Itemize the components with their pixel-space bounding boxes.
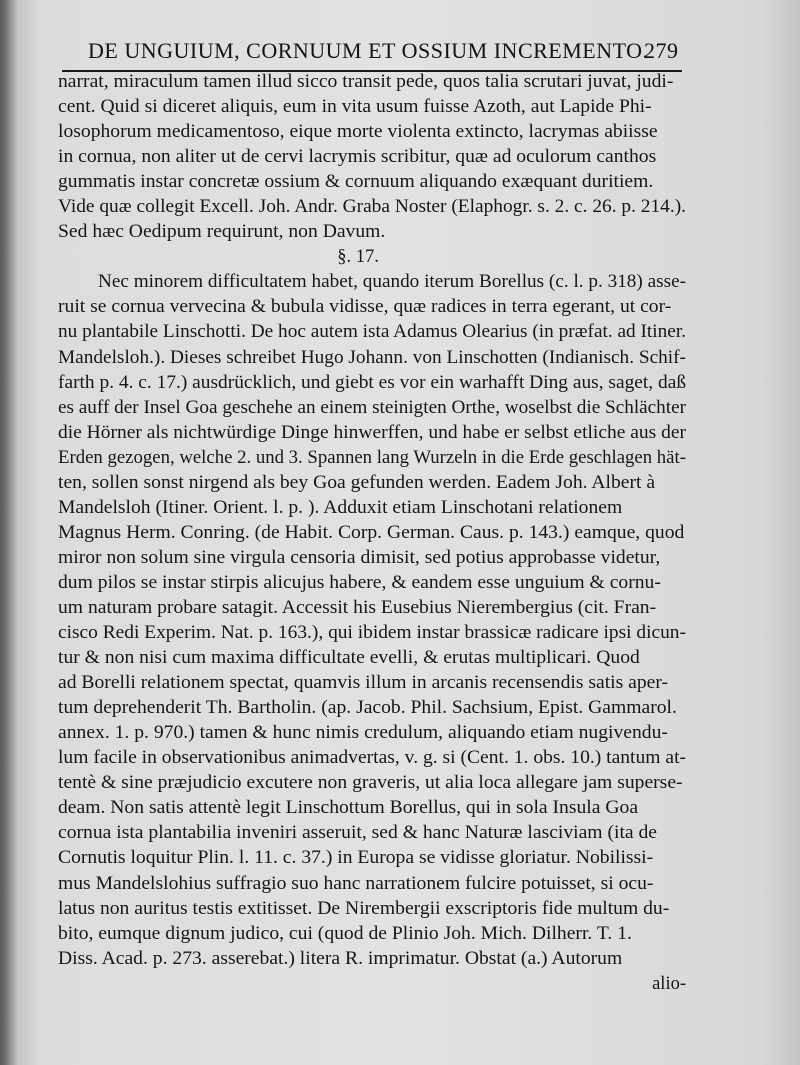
text-line: ten, sollen sonst nirgend als bey Goa gefunden werden. Eadem Joh. Albert à	[58, 472, 656, 493]
running-title: DE UNGUIUM, CORNUUM ET OSSIUM INCREMENTO.	[88, 38, 649, 63]
text-line: nu plantabile Linschotti. De hoc autem ista Adamus Olearius (in præfat. ad Itiner.	[58, 322, 687, 343]
text-line: in cornua, non aliter ut de cervi lacrymis scribitur, quæ ad oculorum canthos	[58, 147, 657, 168]
text-line: Magnus Herm. Conring. (de Habit. Corp. German. Caus. p. 143.) eamque, quod	[58, 522, 685, 543]
text-line: Nec minorem difficultatem habet, quando iterum Borellus (c. l. p. 318) asse-	[98, 272, 687, 293]
text-line: latus non auritus testis extitisset. De Nirembergii exscriptoris fide multum du-	[58, 898, 670, 919]
text-line: miror non solum sine virgula censoria dimisit, sed potius approbasse videtur,	[58, 547, 661, 568]
text-line: cornua ista plantabilia inveniri asseruit, sed & hanc Naturæ lasciviam (ita de	[58, 823, 658, 844]
spine-shadow	[0, 0, 18, 1065]
page-header	[88, 38, 688, 68]
text-line: dum pilos se instar stirpis alicujus habere, & eandem esse unguium & cornu-	[58, 572, 661, 593]
text-line: ruit se cornua vervecina & bubula vidisse, quæ radices in terra egerant, ut cor-	[58, 297, 672, 318]
text-line: die Hörner als nichtwürdige Dinge hinwerffen, und habe er selbst etliche aus der	[58, 422, 686, 443]
page-number: 279	[644, 38, 679, 63]
section-heading: §. 17.	[337, 247, 379, 268]
body-text	[58, 70, 688, 997]
text-line: um naturam probare satagit. Accessit his Eusebius Nierembergius (cit. Fran-	[58, 597, 657, 618]
text-line: Diss. Acad. p. 273. asserebat.) litera R. imprimatur. Obstat (a.) Autorum	[58, 948, 623, 969]
text-line: Mandelsloh.). Dieses schreibet Hugo Johann. von Linschotten (Indianisch. Schif-	[58, 347, 686, 368]
text-line: Erden gezogen, welche 2. und 3. Spannen lang Wurzeln in die Erde geschlagen hät-	[58, 447, 686, 468]
text-line: tentè & sine præjudicio excutere non graveris, ut alia loca allegare jam superse-	[58, 773, 683, 794]
text-line: annex. 1. p. 970.) tamen & hunc nimis credulum, aliquando etiam nugivendu-	[58, 723, 668, 744]
text-line: Vide quæ collegit Excell. Joh. Andr. Graba Noster (Elaphogr. s. 2. c. 26. p. 214.).	[58, 197, 686, 218]
text-line: Sed hæc Oedipum requirunt, non Davum.	[58, 222, 386, 243]
text-line: lum facile in observationibus animadvertas, v. g. si (Cent. 1. obs. 10.) tantum at-	[58, 748, 687, 769]
text-line: farth p. 4. c. 17.) ausdrücklich, und giebt es vor ein warhafft Ding aus, saget, daß	[58, 372, 687, 393]
text-line: narrat, miraculum tamen illud sicco transit pede, quos talia scrutari juvat, judi-	[58, 72, 674, 92]
text-line: bito, eumque dignum judico, cui (quod de Plinio Joh. Mich. Dilherr. T. 1.	[58, 923, 632, 944]
text-line: gummatis instar concretæ ossium & cornuum aliquando exæquant duritiem.	[58, 172, 654, 193]
text-line: tur & non nisi cum maxima difficultate evelli, & erutas multiplicari. Quod	[58, 648, 640, 669]
text-line: Mandelsloh (Itiner. Orient. l. p. ). Adduxit etiam Linschotani relationem	[58, 497, 623, 518]
catchword: alio-	[652, 973, 686, 994]
text-line: mus Mandelslohius suffragio suo hanc narrationem fulcire potuisset, si ocu-	[58, 873, 654, 894]
text-line: cent. Quid si diceret aliquis, eum in vita usum fuisse Azoth, aut Lapide Phi-	[58, 97, 652, 118]
text-line: ad Borelli relationem spectat, quamvis illum in arcanis recensendis satis aper-	[58, 673, 669, 694]
text-line: cisco Redi Experim. Nat. p. 163.), qui ibidem instar brassicæ radicare ipsi dicun-	[58, 623, 686, 644]
text-line: deam. Non satis attentè legit Linschottum Borellus, qui in sola Insula Goa	[58, 798, 639, 819]
text-line: losophorum medicamentoso, eique morte violenta extincto, lacrymas abiisse	[58, 122, 658, 143]
text-line: Cornutis loquitur Plin. l. 11. c. 37.) in Europa se vidisse gloriatur. Nobilissi-	[58, 848, 654, 869]
text-line: tum deprehenderit Th. Bartholin. (ap. Jacob. Phil. Sachsium, Epist. Gammarol.	[58, 698, 677, 719]
text-line: es auff der Insel Goa geschehe an einem steinigten Orthe, woselbst die Schlächter	[58, 397, 687, 418]
